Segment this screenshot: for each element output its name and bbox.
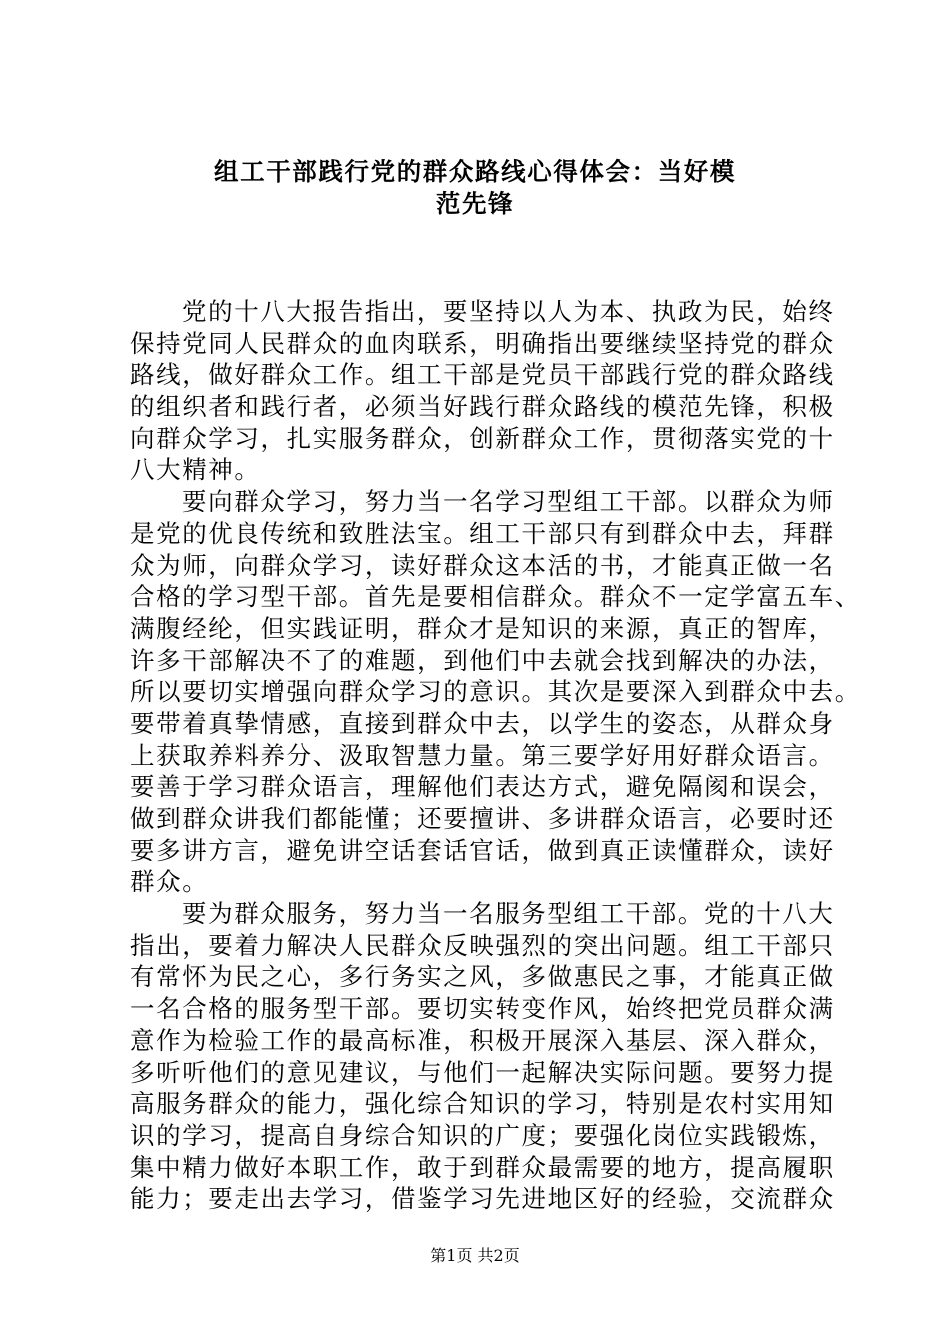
document-body — [130, 296, 861, 1215]
text-line: 满腹经纶，但实践证明，群众才是知识的来源，真正的智库， — [130, 613, 835, 643]
text-line: 要善于学习群众语言，理解他们表达方式，避免隔阂和误会， — [130, 772, 835, 802]
paragraph-3 — [130, 898, 835, 1215]
text-line: 高服务群众的能力，强化综合知识的学习，特别是农村实用知 — [130, 1089, 835, 1119]
text-line: 多听听他们的意见建议，与他们一起解决实际问题。要努力提 — [130, 1057, 835, 1087]
text-line: 所以要切实增强向群众学习的意识。其次是要深入到群众中去。 — [130, 677, 861, 707]
text-line: 许多干部解决不了的难题，到他们中去就会找到解决的办法， — [130, 645, 835, 675]
paragraph-2 — [130, 486, 861, 898]
page-total: 共2页 — [477, 1246, 520, 1265]
text-line: 路线，做好群众工作。组工干部是党员干部践行党的群众路线 — [130, 360, 835, 390]
title-line: 范先锋 — [435, 188, 515, 218]
text-line: 集中精力做好本职工作，敢于到群众最需要的地方，提高履职 — [130, 1152, 835, 1182]
document-title — [120, 156, 830, 219]
text-line: 识的学习，提高自身综合知识的广度；要强化岗位实践锻炼， — [130, 1120, 835, 1150]
page-number: 第1页 — [430, 1246, 473, 1265]
text-line: 能力；要走出去学习，借鉴学习先进地区好的经验，交流群众 — [130, 1184, 835, 1214]
text-line: 指出，要着力解决人民群众反映强烈的突出问题。组工干部只 — [130, 930, 835, 960]
text-line: 群众。 — [130, 867, 209, 897]
text-line: 向群众学习，扎实服务群众，创新群众工作，贯彻落实党的十 — [130, 423, 835, 453]
text-line: 的组织者和践行者，必须当好践行群众路线的模范先锋，积极 — [130, 392, 835, 422]
text-line: 意作为检验工作的最高标准，积极开展深入基层、深入群众， — [130, 1025, 835, 1055]
text-line: 党的十八大报告指出，要坚持以人为本、执政为民，始终 — [182, 297, 835, 326]
text-line: 八大精神。 — [130, 455, 261, 485]
paragraph-1 — [130, 296, 835, 486]
text-line: 要多讲方言，避免讲空话套话官话，做到真正读懂群众，读好 — [130, 835, 835, 865]
text-line: 做到群众讲我们都能懂；还要擅讲、多讲群众语言，必要时还 — [130, 804, 835, 833]
text-line: 要带着真挚情感，直接到群众中去，以学生的姿态，从群众身 — [130, 708, 835, 738]
text-line: 要为群众服务，努力当一名服务型组工干部。党的十八大 — [182, 899, 835, 929]
text-line: 保持党同人民群众的血肉联系，明确指出要继续坚持党的群众 — [130, 328, 835, 358]
text-line: 众为师，向群众学习，读好群众这本活的书，才能真正做一名 — [130, 550, 835, 580]
text-line: 有常怀为民之心，多行务实之风，多做惠民之事，才能真正做 — [130, 962, 835, 992]
text-line: 是党的优良传统和致胜法宝。组工干部只有到群众中去，拜群 — [130, 518, 835, 548]
text-line: 一名合格的服务型干部。要切实转变作风，始终把党员群众满 — [130, 994, 835, 1024]
text-line: 合格的学习型干部。首先是要相信群众。群众不一定学富五车、 — [130, 582, 861, 612]
page-footer — [0, 1244, 950, 1268]
text-line: 要向群众学习，努力当一名学习型组工干部。以群众为师 — [182, 487, 835, 517]
title-line: 组工干部践行党的群众路线心得体会：当好模 — [214, 157, 736, 186]
text-line: 上获取养料养分、汲取智慧力量。第三要学好用好群众语言。 — [130, 740, 835, 770]
